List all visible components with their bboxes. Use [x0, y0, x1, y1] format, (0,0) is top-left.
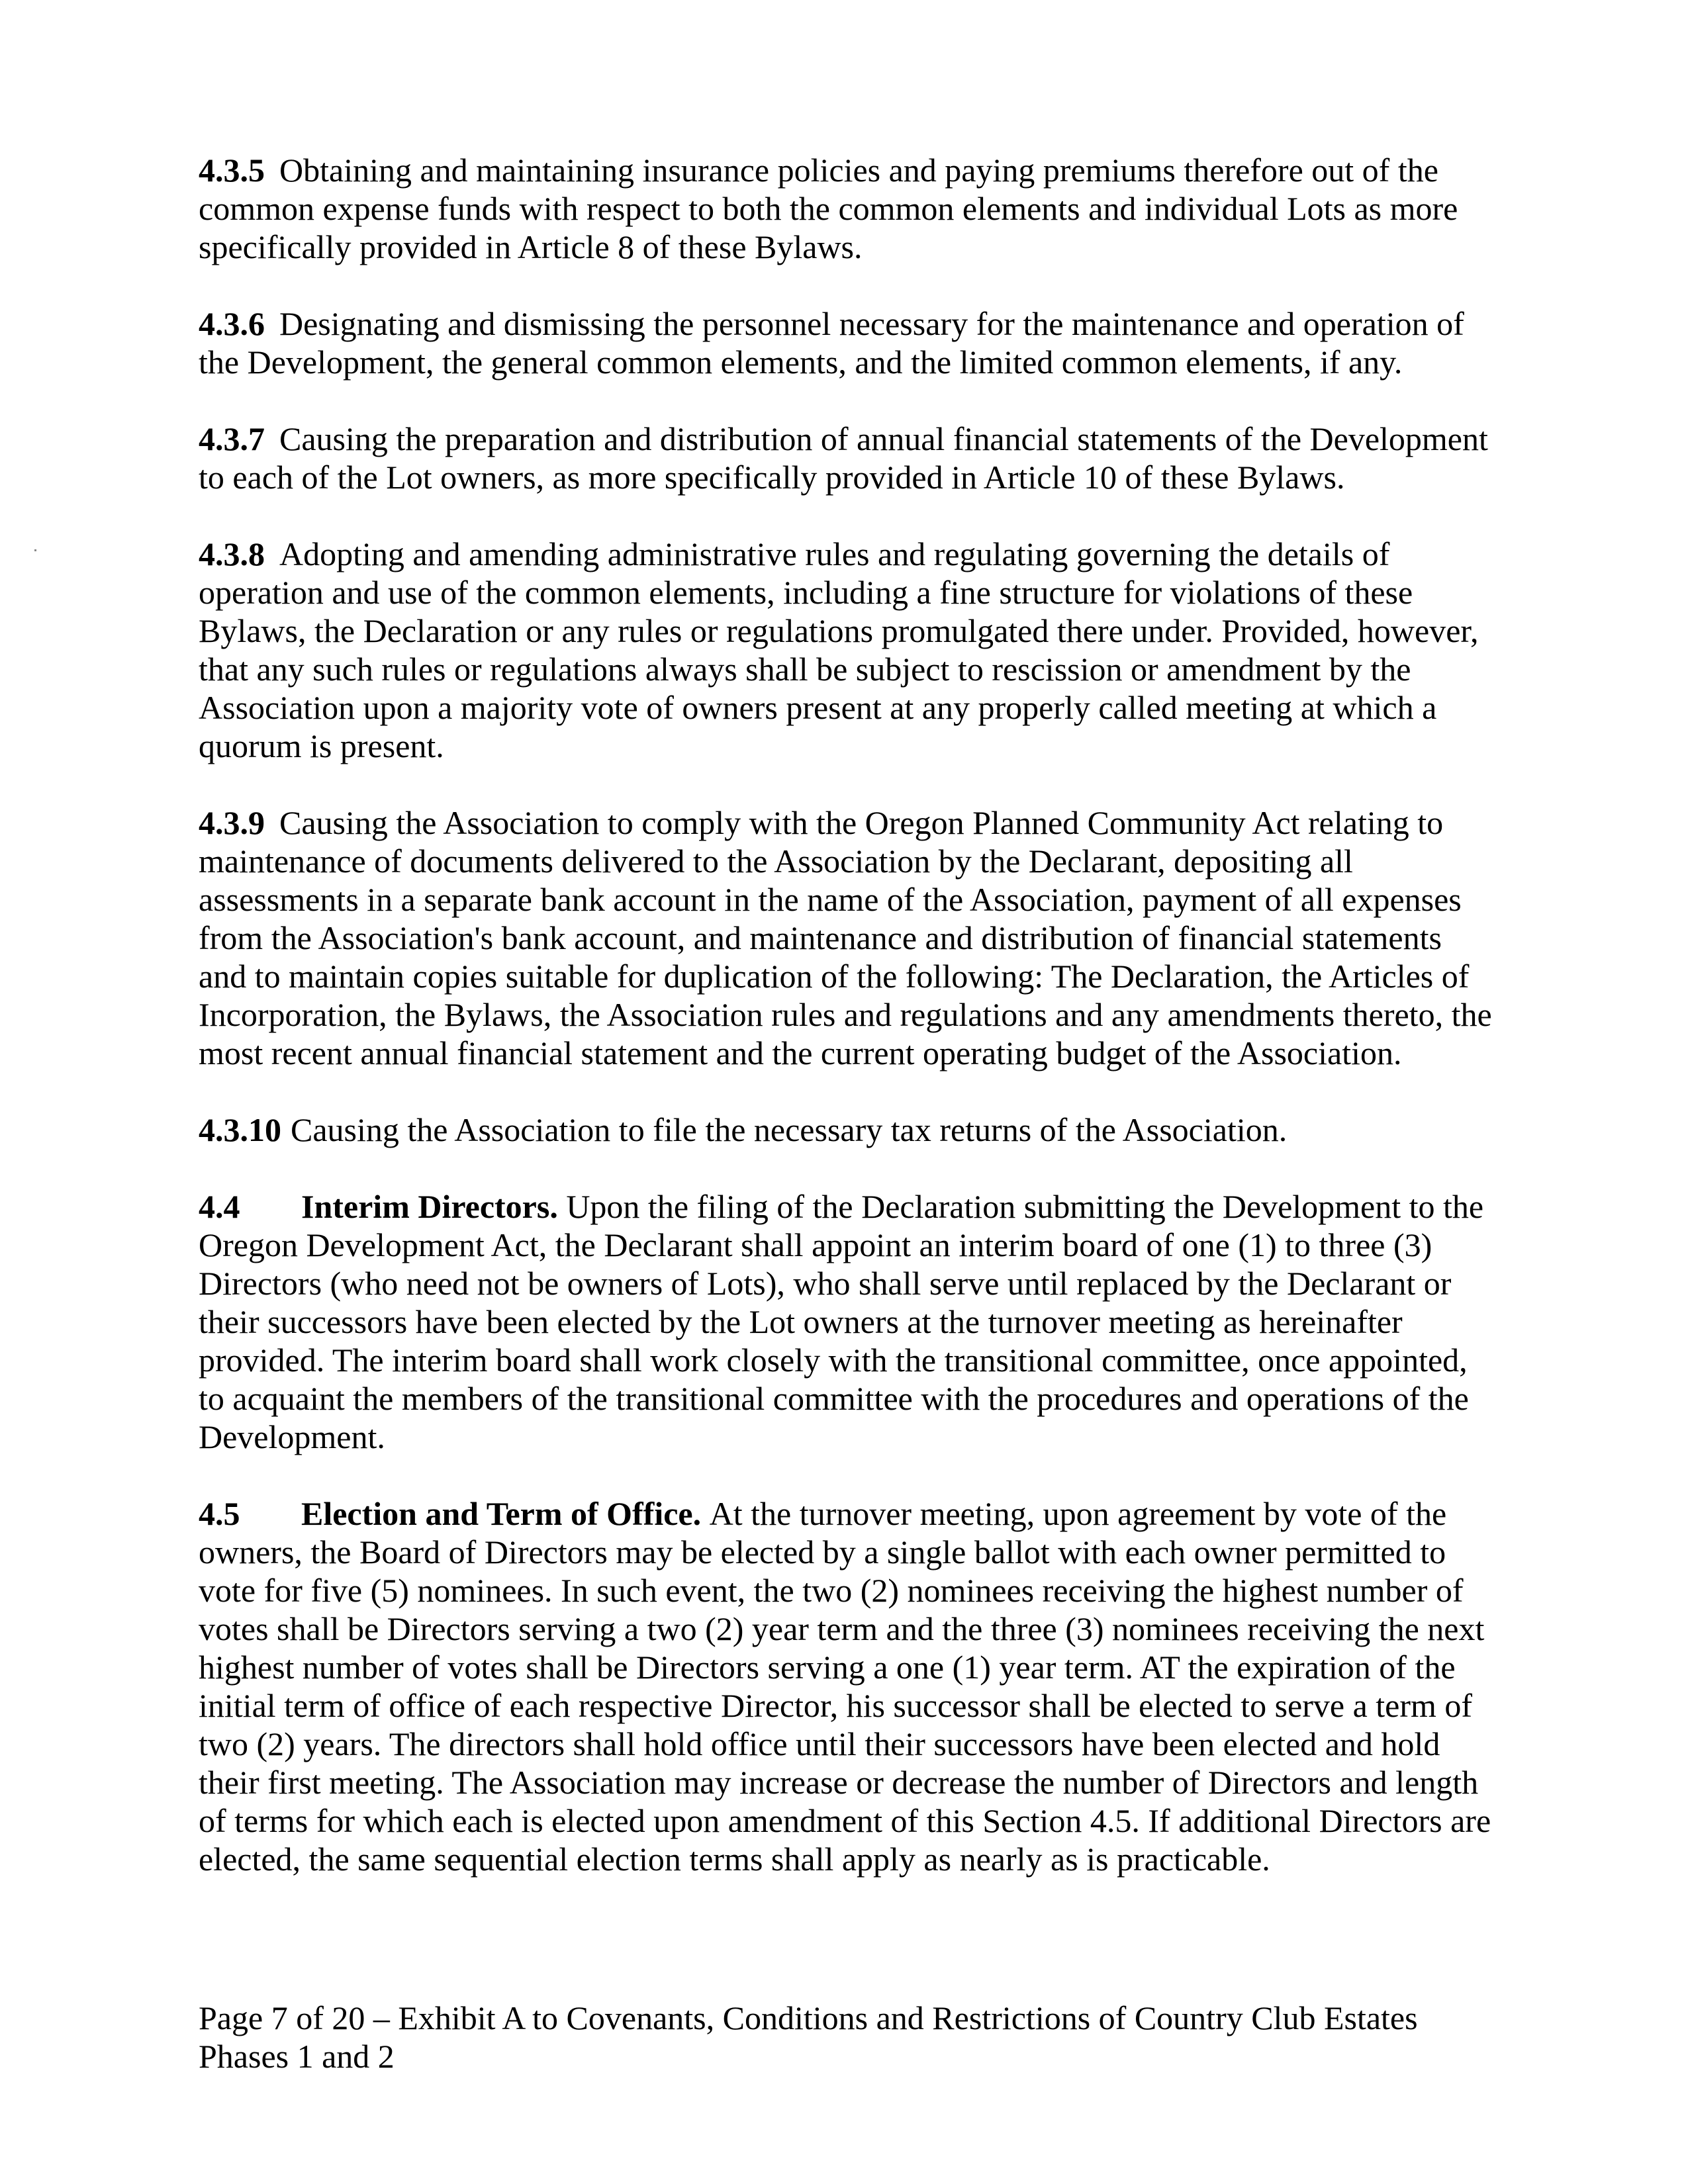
section-number: 4.3.7	[199, 420, 265, 457]
section-4-4: 4.4 Interim Directors. Upon the filing of the Declaration submitting the Development to the Oregon Development Act, the Declarant shall appoint an interim board of one (1) to three (3) Directors (who need not be owners of Lots), who shall serve until replaced by the Declarant or their successors have been elected by the Lot owners at the turnover meeting as hereinafter provided. The interim board shall work closely with the transitional committee, once appointed, to acquaint the members of the transitional committee with the procedures and operations of the Development.	[199, 1188, 1484, 1455]
section-4-3-8	[199, 535, 1496, 765]
section-heading: Interim Directors	[301, 1188, 550, 1225]
section-4-3-5	[199, 151, 1496, 266]
document-body	[199, 151, 1496, 1917]
section-number: 4.5	[199, 1495, 240, 1532]
section-text: Upon the filing of the Declaration submitting the Development to the Oregon Development Act, the Declarant shall appoint an interim board of one (1) to three (3) Directors (who need not be owners of Lots), who shall serve until replaced by the Declarant or their successors have been elected by the Lot owners at the turnover meeting as hereinafter provided. The interim board shall work closely with the transitional committee, once appointed, to acquaint the members of the transitional committee with the procedures and operations of the Development.	[199, 1188, 1484, 1455]
page-footer	[199, 1999, 1496, 2075]
section-text: Designating and dismissing the personnel necessary for the maintenance and operation of the Development, the general common elements, and the limited common elements, if any.	[199, 305, 1464, 381]
section-4-3-9	[199, 803, 1496, 1072]
section-4-3-10	[199, 1111, 1496, 1149]
footer-line-2: Phases 1 and 2	[199, 2038, 395, 2075]
section-number: 4.3.5	[199, 152, 265, 189]
section-heading: Election and Term of Office	[301, 1495, 693, 1532]
section-text: Adopting and amending administrative rules and regulating governing the details of operation and use of the common elements, including a fine structure for violations of these Bylaws, the Declaration or any rules or regulations promulgated there under. Provided, however, that any such rules or regulations always shall be subject to rescission or amendment by the Association upon a majority vote of owners present at any properly called meeting at which a quorum is present.	[199, 535, 1479, 764]
section-number: 4.3.10	[199, 1111, 281, 1148]
section-text: Obtaining and maintaining insurance policies and paying premiums therefore out of the common expense funds with respect to both the common elements and individual Lots as more specifically provided in Article 8 of these Bylaws.	[199, 152, 1458, 265]
section-number: 4.3.6	[199, 305, 265, 342]
section-text: Causing the preparation and distribution of annual financial statements of the Development to each of the Lot owners, as more specifically provided in Article 10 of these Bylaws.	[199, 420, 1488, 496]
section-text: At the turnover meeting, upon agreement by vote of the owners, the Board of Directors may be elected by a single ballot with each owner permitted to vote for five (5) nominees. In such event, the two (2) nominees receiving the highest number of votes shall be Directors serving a two (2) year term and the three (3) nominees receiving the next highest number of votes shall be Directors serving a one (1) year term. AT the expiration of the initial term of office of each respective Director, his successor shall be elected to serve a term of two (2) years. The directors shall hold office until their successors have been elected and hold their first meeting. The Association may increase or decrease the number of Directors and length of terms for which each is elected upon amendment of this Section 4.5. If additional Directors are elected, the same sequential election terms shall apply as nearly as is practicable.	[199, 1495, 1491, 1878]
section-number: 4.4	[199, 1188, 240, 1225]
section-text: Causing the Association to file the necessary tax returns of the Association.	[291, 1111, 1288, 1148]
section-4-3-6	[199, 304, 1496, 381]
footer-line-1: Page 7 of 20 – Exhibit A to Covenants, Conditions and Restrictions of Country Club Estates	[199, 1999, 1418, 2036]
scan-speck	[34, 549, 36, 551]
section-4-3-7	[199, 420, 1496, 496]
section-text: Causing the Association to comply with the Oregon Planned Community Act relating to maintenance of documents delivered to the Association by the Declarant, depositing all assessments in a separate bank account in the name of the Association, payment of all expenses from the Association's bank account, and maintenance and distribution of financial statements and to maintain copies suitable for duplication of the following: The Declaration, the Articles of Incorporation, the Bylaws, the Association rules and regulations and any amendments thereto, the most recent annual financial statement and the current operating budget of the Association.	[199, 804, 1492, 1071]
section-number: 4.3.9	[199, 804, 265, 841]
section-number: 4.3.8	[199, 535, 265, 572]
section-4-5: 4.5 Election and Term of Office. At the turnover meeting, upon agreement by vote of the owners, the Board of Directors may be elected by a single ballot with each owner permitted to vote for five (5) nominees. In such event, the two (2) nominees receiving the highest number of votes shall be Directors serving a two (2) year term and the three (3) nominees receiving the next highest number of votes shall be Directors serving a one (1) year term. AT the expiration of the initial term of office of each respective Director, his successor shall be elected to serve a term of two (2) years. The directors shall hold office until their successors have been elected and hold their first meeting. The Association may increase or decrease the number of Directors and length of terms for which each is elected upon amendment of this Section 4.5. If additional Directors are elected, the same sequential election terms shall apply as nearly as is practicable.	[199, 1495, 1491, 1878]
